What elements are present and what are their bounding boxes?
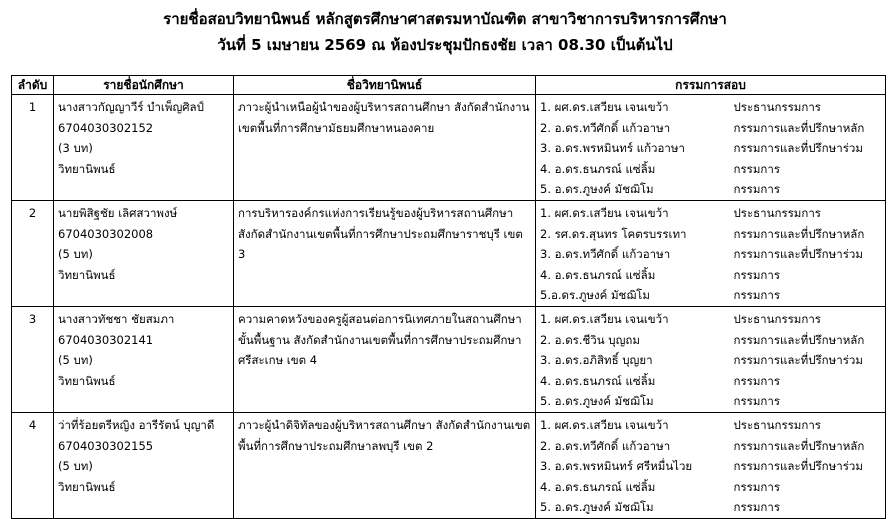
committee-member-name: 2. อ.ดร.ชีวิน บุญถม [540,332,640,347]
student-name: นางสาวกัญญาวีร์ บำเพ็ญศิลป์ [58,100,204,114]
document-subtitle: วันที่ 5 เมษายน 2569 ณ ห้องประชุมปักธงชัย เวลา 08.30 เป็นต้นไป [217,36,673,54]
committee-member-role: กรรมการ [733,288,780,303]
student-cell [54,306,234,412]
chapter-count: (5 บท) [58,353,93,368]
work-type: วิทยานิพนธ์ [58,479,116,494]
student-cell [54,412,234,518]
student-id: 6704030302155 [58,438,154,453]
committee-member-name: 1. ผศ.ดร.เสวียน เจนเขว้า [540,100,669,114]
committee-member-role: กรรมการและที่ปรึกษาหลัก [733,120,865,135]
committee-member-role: กรรมการและที่ปรึกษาหลัก [733,438,865,453]
chapter-count: (5 บท) [58,247,93,262]
thesis-cell [234,412,536,518]
work-type: วิทยานิพนธ์ [58,161,116,176]
student-name: ว่าที่ร้อยตรีหญิง อารีรัตน์ บุญาดี [58,417,215,432]
row-number: 2 [12,200,54,306]
committee-member-name: 1. ผศ.ดร.เสวียน เจนเขว้า [540,311,669,326]
committee-member-role: ประธานกรรมการ [733,417,821,432]
header-no: ลำดับ [12,76,54,95]
thesis-title: ภาวะผู้นำดิจิทัลของผู้บริหารสถานศึกษา สังกัดสำนักงานเขตพื้นที่การศึกษาประถมศึกษาลพบุรี เขต 2 [238,417,531,453]
committee-member-role: กรรมการและที่ปรึกษาร่วม [733,459,863,474]
table-row [12,95,886,201]
row-number: 1 [12,95,54,201]
committee-member-name: 5.อ.ดร.ภูษงค์ มัชฌิโม [540,288,650,303]
committee-member-role: กรรมการ [733,161,780,176]
header-thesis: ชื่อวิทยานิพนธ์ [234,76,536,95]
committee-member-role: กรรมการ [733,267,780,282]
student-cell [54,95,234,201]
committee-member-role: กรรมการ [733,394,780,409]
committee-member-name: 4. อ.ดร.ธนภรณ์ แซ่ลิ้ม [540,373,656,388]
thesis-cell [234,200,536,306]
committee-member-name: 2. รศ.ดร.สุนทร โคตรบรรเทา [540,226,687,241]
committee-member-role: กรรมการและที่ปรึกษาร่วม [733,141,863,156]
committee-member-role: ประธานกรรมการ [733,311,821,326]
row-number: 3 [12,306,54,412]
student-name: นายพิสิฐชัย เลิศสวาพงษ์ [58,205,178,220]
student-id: 6704030302152 [58,120,154,135]
committee-roles-cell [732,306,886,412]
committee-member-name: 3. อ.ดร.ทวีศักดิ์ แก้วอาษา [540,247,671,262]
committee-names-cell [536,412,732,518]
table-row [12,200,886,306]
student-id: 6704030302008 [58,226,154,241]
committee-member-name: 2. อ.ดร.ทวีศักดิ์ แก้วอาษา [540,120,671,135]
thesis-title: ภาวะผู้นำเหนือผู้นำของผู้บริหารสถานศึกษา สังกัดสำนักงานเขตพื้นที่การศึกษามัธยมศึกษาหนองคาย [238,100,530,135]
thesis-cell [234,306,536,412]
committee-member-name: 5. อ.ดร.ภูษงค์ มัชฌิโม [540,394,654,409]
exam-schedule-table [11,75,886,519]
chapter-count: (5 บท) [58,459,93,474]
committee-member-name: 3. อ.ดร.พรหมินทร์ แก้วอาษา [540,141,685,156]
committee-member-name: 4. อ.ดร.ธนภรณ์ แซ่ลิ้ม [540,479,656,494]
committee-member-role: กรรมการและที่ปรึกษาร่วม [733,353,863,368]
committee-roles-cell [732,412,886,518]
committee-member-name: 1. ผศ.ดร.เสวียน เจนเขว้า [540,205,669,220]
committee-member-role: กรรมการและที่ปรึกษาหลัก [733,226,865,241]
student-name: นางสาวทัชชา ชัยสมภา [58,311,175,326]
header-committee: กรรมการสอบ [536,76,886,95]
chapter-count: (3 บท) [58,141,93,156]
committee-member-name: 4. อ.ดร.ธนภรณ์ แซ่ลิ้ม [540,267,656,282]
committee-member-role: กรรมการ [733,182,780,197]
committee-member-role: กรรมการ [733,373,780,388]
committee-names-cell [536,200,732,306]
document-title: รายชื่อสอบวิทยานิพนธ์ หลักสูตรศึกษาศาสตรมหาบัณฑิต สาขาวิชาการบริหารการศึกษา [163,10,727,28]
committee-roles-cell [732,95,886,201]
student-id: 6704030302141 [58,332,154,347]
committee-member-role: กรรมการและที่ปรึกษาร่วม [733,247,863,262]
thesis-title: ความคาดหวังของครูผู้สอนต่อการนิเทศภายในสถานศึกษาขั้นพื้นฐาน สังกัดสำนักงานเขตพื้นที่การศึกษาประถมศึกษาศรีสะเกษ เขต 4 [238,311,522,368]
committee-roles-cell [732,200,886,306]
committee-member-name: 3. อ.ดร.พรหมินทร์ ศรีหมื่นไวย [540,459,693,474]
committee-member-role: ประธานกรรมการ [733,205,821,220]
committee-member-name: 5. อ.ดร.ภูษงค์ มัชฌิโม [540,182,654,197]
committee-member-name: 1. ผศ.ดร.เสวียน เจนเขว้า [540,417,669,432]
table-row [12,412,886,518]
committee-names-cell [536,306,732,412]
committee-member-role: กรรมการ [733,479,780,494]
thesis-cell [234,95,536,201]
committee-member-name: 4. อ.ดร.ธนภรณ์ แซ่ลิ้ม [540,161,656,176]
student-cell [54,200,234,306]
table-row [12,306,886,412]
committee-member-name: 3. อ.ดร.อภิสิทธิ์ บุญยา [540,353,653,368]
committee-member-name: 2. อ.ดร.ทวีศักดิ์ แก้วอาษา [540,438,671,453]
row-number: 4 [12,412,54,518]
committee-member-role: กรรมการและที่ปรึกษาหลัก [733,332,865,347]
table-header-row [12,76,886,95]
committee-member-name: 5. อ.ดร.ภูษงค์ มัชฌิโม [540,500,654,515]
committee-names-cell [536,95,732,201]
thesis-title: การบริหารองค์กรแห่งการเรียนรู้ของผู้บริหารสถานศึกษา สังกัดสำนักงานเขตพื้นที่การศึกษาประถมศึกษาราชบุรี เขต 3 [238,205,523,262]
work-type: วิทยานิพนธ์ [58,267,116,282]
committee-member-role: กรรมการ [733,500,780,515]
committee-member-role: ประธานกรรมการ [733,100,821,114]
header-student: รายชื่อนักศึกษา [54,76,234,95]
work-type: วิทยานิพนธ์ [58,373,116,388]
